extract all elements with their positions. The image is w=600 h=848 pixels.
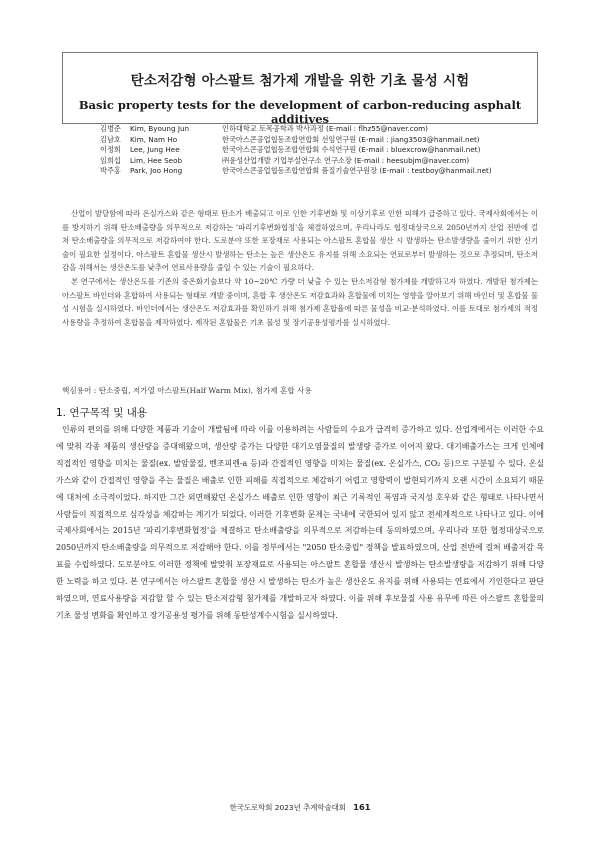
author-affiliation: 한국아스콘공업협동조합연합회 선임연구원 (E-mail : jiang3503@hanmail.net) — [222, 134, 480, 144]
author-affiliation: 인하대학교 토목공학과 박사과정 (E-mail : flhz55@naver.com) — [222, 124, 428, 133]
page-number: 161 — [353, 802, 371, 812]
section-body — [56, 422, 544, 625]
section-heading: 1. 연구목적 및 내용 — [56, 407, 148, 419]
author-row — [100, 124, 520, 135]
author-name-korean: 김남호 — [100, 134, 121, 144]
paper-title-korean: 탄소저감형 아스팔트 첨가제 개발을 위한 기초 물성 시험 — [130, 73, 470, 89]
author-row — [100, 145, 520, 156]
author-affiliation: 한국아스콘공업협동조합연합회 수석연구원 (E-mail : bluexcrow@hanmail.net) — [222, 145, 481, 155]
abstract — [62, 207, 538, 329]
author-row — [100, 135, 520, 146]
author-row — [100, 156, 520, 167]
author-row — [100, 166, 520, 177]
author-affiliation: 한국아스콘공업협동조합연합회 품질기술연구원장 (E-mail : testboy@hanmail.net) — [222, 166, 492, 176]
author-name-english: Kim, Nam Ho — [130, 134, 178, 144]
author-affiliation: ㈜윤성산업개발 기업부설연구소 연구소장 (E-mail : heesubjm@naver.com) — [222, 155, 470, 165]
author-name-english: Park, Joo Hong — [130, 166, 183, 176]
title-box — [62, 52, 538, 124]
author-name-english: Kim, Byoung Jun — [130, 124, 190, 133]
author-name-korean: 임희섭 — [100, 155, 121, 165]
conference-name: 한국도로학회 2023년 추계학술대회 — [229, 803, 346, 812]
author-name-korean: 이정희 — [100, 145, 121, 155]
author-name-korean: 박주홍 — [100, 166, 121, 176]
paper-title-english: Basic property tests for the development of carbon-reducing asphalt additives — [78, 98, 522, 126]
author-name-korean: 김병준 — [100, 124, 121, 133]
author-name-english: Lee, Jung Hee — [130, 145, 180, 155]
abstract-paragraph: 본 연구에서는 생산온도를 기존의 중온화기술보다 약 10~20℃ 가량 더 낮출 수 있는 탄소저감형 첨가제를 개발하고자 하였다. 개발된 첨가제는 아스팔트 바인더와 혼합하여 사용되는 형태로 개발 중이며, 혼합 후 생산온도 저감효과와 혼합물에 미치는 영향을 알아보기 위해 바인더 및 혼합물 물성 시험을 실시하였다. 바인더에서는 생산온도 저감효과를 확인하기 위해 첨가제 혼합율에 따른 물성을 비교·분석하였다. 이를 토대로 첨가제의 적정사용량을 추정하여 혼합물을 제작하였다. 제작된 혼합물은 기초 물성 및 장기공용성평가를 실시하였다. — [62, 276, 538, 327]
body-paragraph: 인류의 편의를 위해 다양한 제품과 기술이 개발됨에 따라 이를 이용하려는 사람들의 수요가 급격히 증가하고 있다. 산업계에서는 이러한 수요에 맞춰 각종 제품의 생산량을 증대해왔으며, 생산량 증가는 다양한 대기오염물질의 발생량 증가로 이어져 왔다. 대기배출가스는 크게 인체에 직접적인 영향을 미치는 물질(ex. 발암물질, 벤조피렌-a 등)과 간접적인 영향을 미치는 물질(ex. 온실가스, CO₂ 등)으로 구분될 수 있다. 온실가스와 같이 간접적인 영향을 주는 물질은 배출로 인한 피해를 직접적으로 체감하기 어렵고 영향력이 발현되기까지 오랜 시간이 소요되기 때문에 대처에 소극적이었다. 하지만 그간 외면해왔던 온실가스 배출로 인한 영향이 최근 기록적인 폭염과 국지성 호우와 같은 형태로 나타나면서 사람들이 직접적으로 심각성을 체감하는 계기가 되었다. 이러한 기후변화 문제는 국내에 국한되어 있지 않고 전세계적으로 나타나고 있다. 이에 국제사회에서는 2015년 '파리기후변화협정'을 체결하고 탄소배출량을 의무적으로 저감하는데 동의하였으며, 우리나라 또한 협정대상국으로 2050년까지 탄소배출량을 의무적으로 저감해야 한다. 이를 정부에서는 "2050 탄소중립" 정책을 발표하였으며, 산업 전반에 걸쳐 배출저감 목표를 수립하였다. 도로분야도 이러한 정책에 발맞춰 포장재료로 사용되는 아스팔트 혼합물 생산시 발생하는 탄소발생량을 저감하기 위해 다양한 노력을 하고 있다. 본 연구에서는 아스팔트 혼합물 생산 시 발생하는 탄소가 높은 생산온도 유지를 위해 사용되는 연료에서 기인한다고 판단하였으며, 연료사용량을 저감할 할 수 있는 탄소저감형 첨가제를 개발하고자 하였다. 이를 위해 후보물질 사용 유무에 따른 아스팔트 혼합물의 기초 물성 변화를 확인하고 장기공용성 평가를 위해 동탄성계수시험을 실시하였다. — [56, 425, 544, 620]
abstract-paragraph: 산업이 발달함에 따라 온실가스와 같은 형태로 탄소가 배출되고 이로 인한 기후변화 및 이상기후로 인한 피해가 급증하고 있다. 국제사회에서는 이를 방지하기 위해 탄소배출량을 의무적으로 저감하는 '파리기후변화협정'을 체결하였으며, 우리나라도 협정대상국으로 2050년까지 산업 전반에 걸쳐 탄소배출량을 의무적으로 저감하여야 한다. 도로분야 또한 포장재로 사용되는 아스팔트 혼합물 생산 시 발생하는 탄소발생량을 줄이기 위한 신기술이 필요한 실정이다. 아스팔트 혼합물 생산시 발생하는 탄소는 높은 생산온도 유지를 위해 소요되는 연료로부터 발생하는 것으로 추정되며, 탄소저감을 위해서는 생산온도를 낮추어 연료사용량을 줄일 수 있는 기술이 필요하다. — [62, 209, 538, 273]
author-name-english: Lim, Hee Seob — [130, 155, 183, 165]
page-footer — [0, 802, 600, 813]
keywords: 핵심용어 : 탄소중립, 저가열 아스팔트(Half Warm Mix), 첨가제 혼합 사용 — [62, 386, 312, 395]
author-list — [100, 124, 520, 177]
